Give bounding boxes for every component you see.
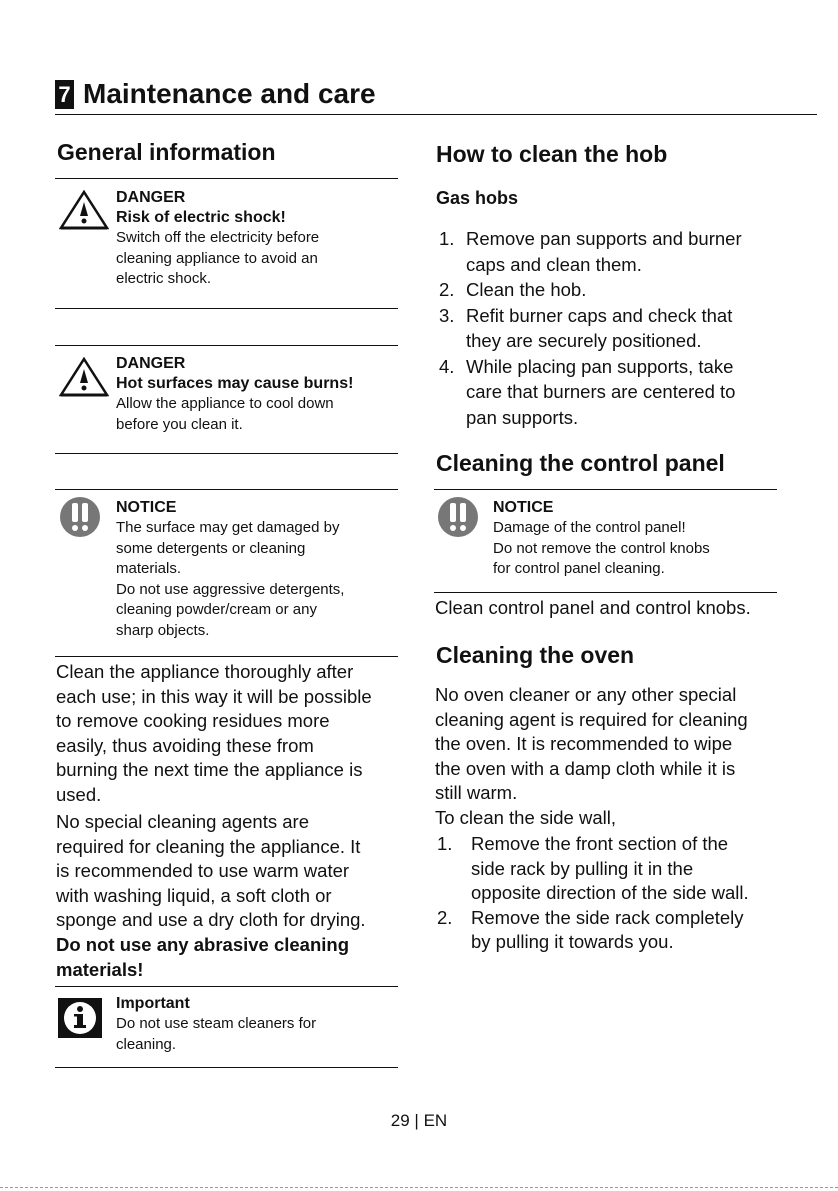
danger2-box bbox=[116, 354, 396, 435]
chapter-title: Maintenance and care bbox=[83, 78, 376, 109]
step-line: Remove the front section of the bbox=[471, 833, 729, 854]
important-bottom-rule bbox=[55, 1067, 398, 1068]
step-line: opposite direction of the side wall. bbox=[471, 882, 749, 903]
paragraph-line: burning the next time the appliance is bbox=[56, 759, 363, 780]
step-number: 4. bbox=[439, 355, 455, 377]
list-item bbox=[439, 303, 784, 354]
danger1-line: cleaning appliance to avoid an bbox=[116, 249, 318, 267]
paragraph-line: used. bbox=[56, 783, 102, 805]
important-box bbox=[116, 994, 396, 1055]
paragraph-line: the oven with a damp cloth while it is bbox=[435, 757, 736, 779]
important-top-rule bbox=[55, 986, 398, 987]
step-line: Clean the hob. bbox=[466, 279, 587, 300]
control-notice-top-rule bbox=[434, 489, 777, 490]
hob-heading: How to clean the hob bbox=[436, 141, 668, 167]
step-line: Remove the side rack completely bbox=[471, 906, 744, 928]
notice-line: Damage of the control panel! bbox=[493, 519, 686, 536]
danger1-top-rule bbox=[55, 178, 398, 179]
danger2-subtitle: Hot surfaces may cause burns! bbox=[116, 375, 354, 392]
step-line: care that burners are centered to bbox=[466, 381, 736, 402]
notice-bottom-rule bbox=[55, 656, 398, 657]
paragraph-line: materials! bbox=[56, 958, 144, 980]
notice-box bbox=[116, 498, 398, 641]
important-line: cleaning. bbox=[116, 1035, 177, 1053]
control-panel-heading: Cleaning the control panel bbox=[436, 450, 725, 476]
notice-title: NOTICE bbox=[116, 499, 177, 516]
danger2-bottom-rule bbox=[55, 453, 398, 454]
danger1-text bbox=[116, 228, 396, 290]
step-number: 2. bbox=[437, 906, 453, 928]
important-line: Do not use steam cleaners for bbox=[116, 1015, 317, 1032]
oven-paragraph bbox=[435, 683, 795, 830]
paragraph-line: with washing liquid, a soft cloth or bbox=[56, 884, 332, 906]
danger2-text bbox=[116, 394, 396, 435]
paragraph-line: still warm. bbox=[435, 782, 518, 803]
oven-heading: Cleaning the oven bbox=[436, 642, 635, 668]
notice-line: materials. bbox=[116, 560, 182, 577]
chapter-rule bbox=[55, 114, 817, 115]
list-item bbox=[439, 277, 784, 303]
paragraph-line: No oven cleaner or any other special bbox=[435, 684, 737, 705]
control-notice-title: NOTICE bbox=[493, 499, 554, 516]
danger1-line: electric shock. bbox=[116, 270, 212, 287]
warning-triangle-icon bbox=[59, 357, 109, 397]
danger1-box bbox=[116, 188, 396, 290]
info-icon bbox=[58, 998, 102, 1038]
paragraph-line: To clean the side wall, bbox=[435, 806, 616, 828]
page-number: 29 | EN bbox=[390, 1111, 448, 1130]
step-line: Remove pan supports and burner bbox=[466, 228, 742, 249]
hob-steps-list bbox=[439, 226, 784, 430]
notice-line: for control panel cleaning. bbox=[493, 560, 665, 577]
notice-exclamation-icon bbox=[437, 496, 479, 538]
paragraph-line: No special cleaning agents are bbox=[56, 811, 309, 832]
paragraph-line: required for cleaning the appliance. It bbox=[56, 835, 361, 857]
important-title: Important bbox=[116, 995, 190, 1012]
control-notice-bottom-rule bbox=[434, 592, 777, 593]
page-edge-line bbox=[0, 1187, 838, 1188]
step-number: 1. bbox=[439, 228, 455, 249]
notice-line: The surface may get damaged by bbox=[116, 519, 340, 536]
general-paragraph-2 bbox=[56, 810, 406, 933]
paragraph-line: each use; in this way it will be possible bbox=[56, 685, 372, 707]
list-item bbox=[439, 226, 784, 277]
notice-top-rule bbox=[55, 489, 398, 490]
notice-text bbox=[116, 518, 398, 641]
danger2-title: DANGER bbox=[116, 355, 186, 372]
step-number: 1. bbox=[437, 833, 453, 854]
danger1-subtitle: Risk of electric shock! bbox=[116, 209, 286, 226]
general-information-heading: General information bbox=[57, 139, 276, 165]
paragraph-line: the oven. It is recommended to wipe bbox=[435, 733, 733, 754]
control-notice-box bbox=[493, 498, 775, 580]
paragraph-line: easily, thus avoiding these from bbox=[56, 734, 314, 756]
step-number: 2. bbox=[439, 279, 455, 300]
paragraph-line: sponge and use a dry cloth for drying. bbox=[56, 909, 366, 930]
danger2-line: Allow the appliance to cool down bbox=[116, 395, 334, 412]
step-line: pan supports. bbox=[466, 406, 579, 428]
abrasive-warning bbox=[56, 933, 406, 982]
list-item bbox=[437, 832, 797, 906]
notice-exclamation-icon bbox=[59, 496, 101, 538]
paragraph-line: Clean the appliance thoroughly after bbox=[56, 661, 354, 682]
danger1-bottom-rule bbox=[55, 308, 398, 309]
notice-line: sharp objects. bbox=[116, 621, 210, 639]
notice-line: Do not remove the control knobs bbox=[493, 539, 710, 557]
gas-hobs-subheading: Gas hobs bbox=[436, 188, 519, 208]
danger1-title: DANGER bbox=[116, 189, 186, 206]
control-notice-text bbox=[493, 518, 775, 580]
danger2-line: before you clean it. bbox=[116, 415, 243, 433]
paragraph-line: is recommended to use warm water bbox=[56, 860, 350, 881]
list-item bbox=[437, 906, 797, 955]
step-line: While placing pan supports, take bbox=[466, 355, 734, 377]
notice-line: cleaning powder/cream or any bbox=[116, 601, 317, 618]
step-number: 3. bbox=[439, 304, 455, 326]
list-item bbox=[439, 354, 784, 431]
step-line: Refit burner caps and check that bbox=[466, 304, 733, 326]
step-line: by pulling it towards you. bbox=[471, 931, 674, 952]
oven-steps-list bbox=[437, 832, 797, 955]
step-line: they are securely positioned. bbox=[466, 330, 702, 351]
danger1-line: Switch off the electricity before bbox=[116, 229, 320, 246]
step-line: side rack by pulling it in the bbox=[471, 857, 694, 879]
notice-line: some detergents or cleaning bbox=[116, 539, 306, 557]
paragraph-line: cleaning agent is required for cleaning bbox=[435, 708, 748, 730]
important-text bbox=[116, 1014, 396, 1055]
notice-line: Do not use aggressive detergents, bbox=[116, 580, 345, 598]
chapter-number-badge: 7 bbox=[55, 80, 74, 109]
general-paragraph-1 bbox=[56, 660, 406, 807]
danger2-top-rule bbox=[55, 345, 398, 346]
paragraph-line: to remove cooking residues more bbox=[56, 710, 330, 731]
control-panel-text: Clean control panel and control knobs. bbox=[435, 597, 751, 618]
step-line: caps and clean them. bbox=[466, 253, 642, 275]
paragraph-line: Do not use any abrasive cleaning bbox=[56, 934, 350, 955]
warning-triangle-icon bbox=[59, 190, 109, 230]
